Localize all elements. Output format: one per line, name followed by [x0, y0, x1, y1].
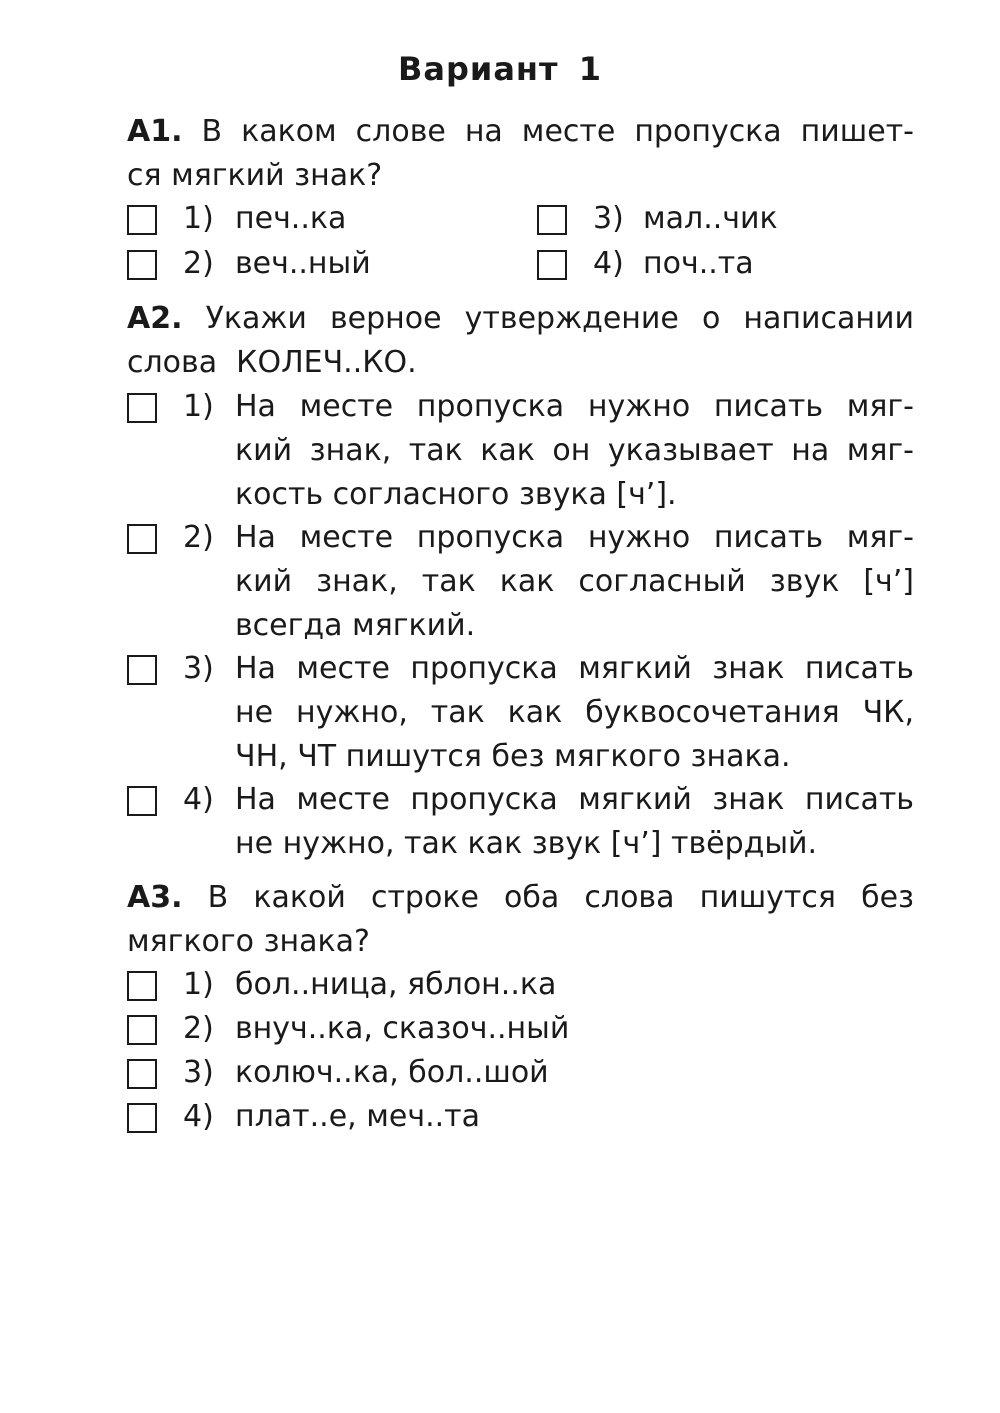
question-number: А1. — [127, 114, 183, 149]
question-a1-line1 — [127, 110, 914, 154]
option-text: плат..е, меч..та — [235, 1099, 480, 1134]
option-number: 4) — [183, 782, 214, 817]
option-number: 4) — [593, 246, 624, 281]
question-a2-line2 — [127, 341, 914, 385]
question-text: В какой строке оба слова пишутся без — [207, 880, 914, 915]
option-number: 2) — [183, 246, 214, 281]
question-text: слова — [127, 345, 218, 380]
option-number: 3) — [593, 201, 624, 236]
option-number: 2) — [183, 520, 214, 555]
target-word: КОЛЕЧ..КО. — [236, 345, 417, 380]
option-text: бол..ница, яблон..ка — [235, 967, 557, 1002]
checkbox-a1-2[interactable] — [127, 250, 157, 280]
option-text: На месте пропуска мягкий знак писать — [235, 651, 914, 686]
question-number: А3. — [127, 880, 183, 915]
checkbox-a3-2[interactable] — [127, 1015, 157, 1045]
option-text: На месте пропуска нужно писать мяг- — [235, 389, 914, 424]
question-a3-line1 — [127, 876, 914, 920]
option-number: 4) — [183, 1099, 214, 1134]
option-text: На месте пропуска мягкий знак писать — [235, 782, 914, 817]
option-text: мал..чик — [643, 201, 778, 236]
option-text: печ..ка — [235, 201, 347, 236]
question-a2-line1 — [127, 297, 914, 341]
option-text: внуч..ка, сказоч..ный — [235, 1011, 570, 1046]
checkbox-a1-3[interactable] — [537, 205, 567, 235]
option-text: поч..та — [643, 246, 754, 281]
checkbox-a1-1[interactable] — [127, 205, 157, 235]
checkbox-a2-4[interactable] — [127, 786, 157, 816]
question-a1-line2: ся мягкий знак? — [127, 158, 383, 193]
question-a3-line2: мягкого знака? — [127, 924, 370, 959]
question-text: В каком слове на месте пропуска пишет- — [201, 114, 914, 149]
question-number: А2. — [127, 301, 183, 336]
option-number: 1) — [183, 201, 214, 236]
option-text: кость согласного звука [ч’]. — [235, 477, 677, 512]
page-title: Вариант 1 — [398, 50, 602, 88]
option-text: кий знак, так как он указывает на мяг- — [235, 433, 914, 468]
option-text: всегда мягкий. — [235, 608, 476, 643]
checkbox-a1-4[interactable] — [537, 250, 567, 280]
option-number: 3) — [183, 1055, 214, 1090]
checkbox-a3-3[interactable] — [127, 1059, 157, 1089]
checkbox-a2-3[interactable] — [127, 655, 157, 685]
checkbox-a3-1[interactable] — [127, 971, 157, 1001]
option-text: не нужно, так как звук [ч’] твёрдый. — [235, 826, 818, 861]
checkbox-a2-2[interactable] — [127, 524, 157, 554]
option-text: колюч..ка, бол..шой — [235, 1055, 549, 1090]
option-number: 1) — [183, 967, 214, 1002]
option-text: не нужно, так как буквосочетания ЧК, — [235, 695, 914, 730]
option-number: 3) — [183, 651, 214, 686]
checkbox-a3-4[interactable] — [127, 1103, 157, 1133]
option-text: ЧН, ЧТ пишутся без мягкого знака. — [235, 739, 791, 774]
option-number: 1) — [183, 389, 214, 424]
option-text: На месте пропуска нужно писать мяг- — [235, 520, 914, 555]
checkbox-a2-1[interactable] — [127, 393, 157, 423]
option-text: веч..ный — [235, 246, 371, 281]
question-text: Укажи верное утверждение о написании — [205, 301, 914, 336]
option-text: кий знак, так как согласный звук [ч’] — [235, 564, 914, 599]
option-number: 2) — [183, 1011, 214, 1046]
